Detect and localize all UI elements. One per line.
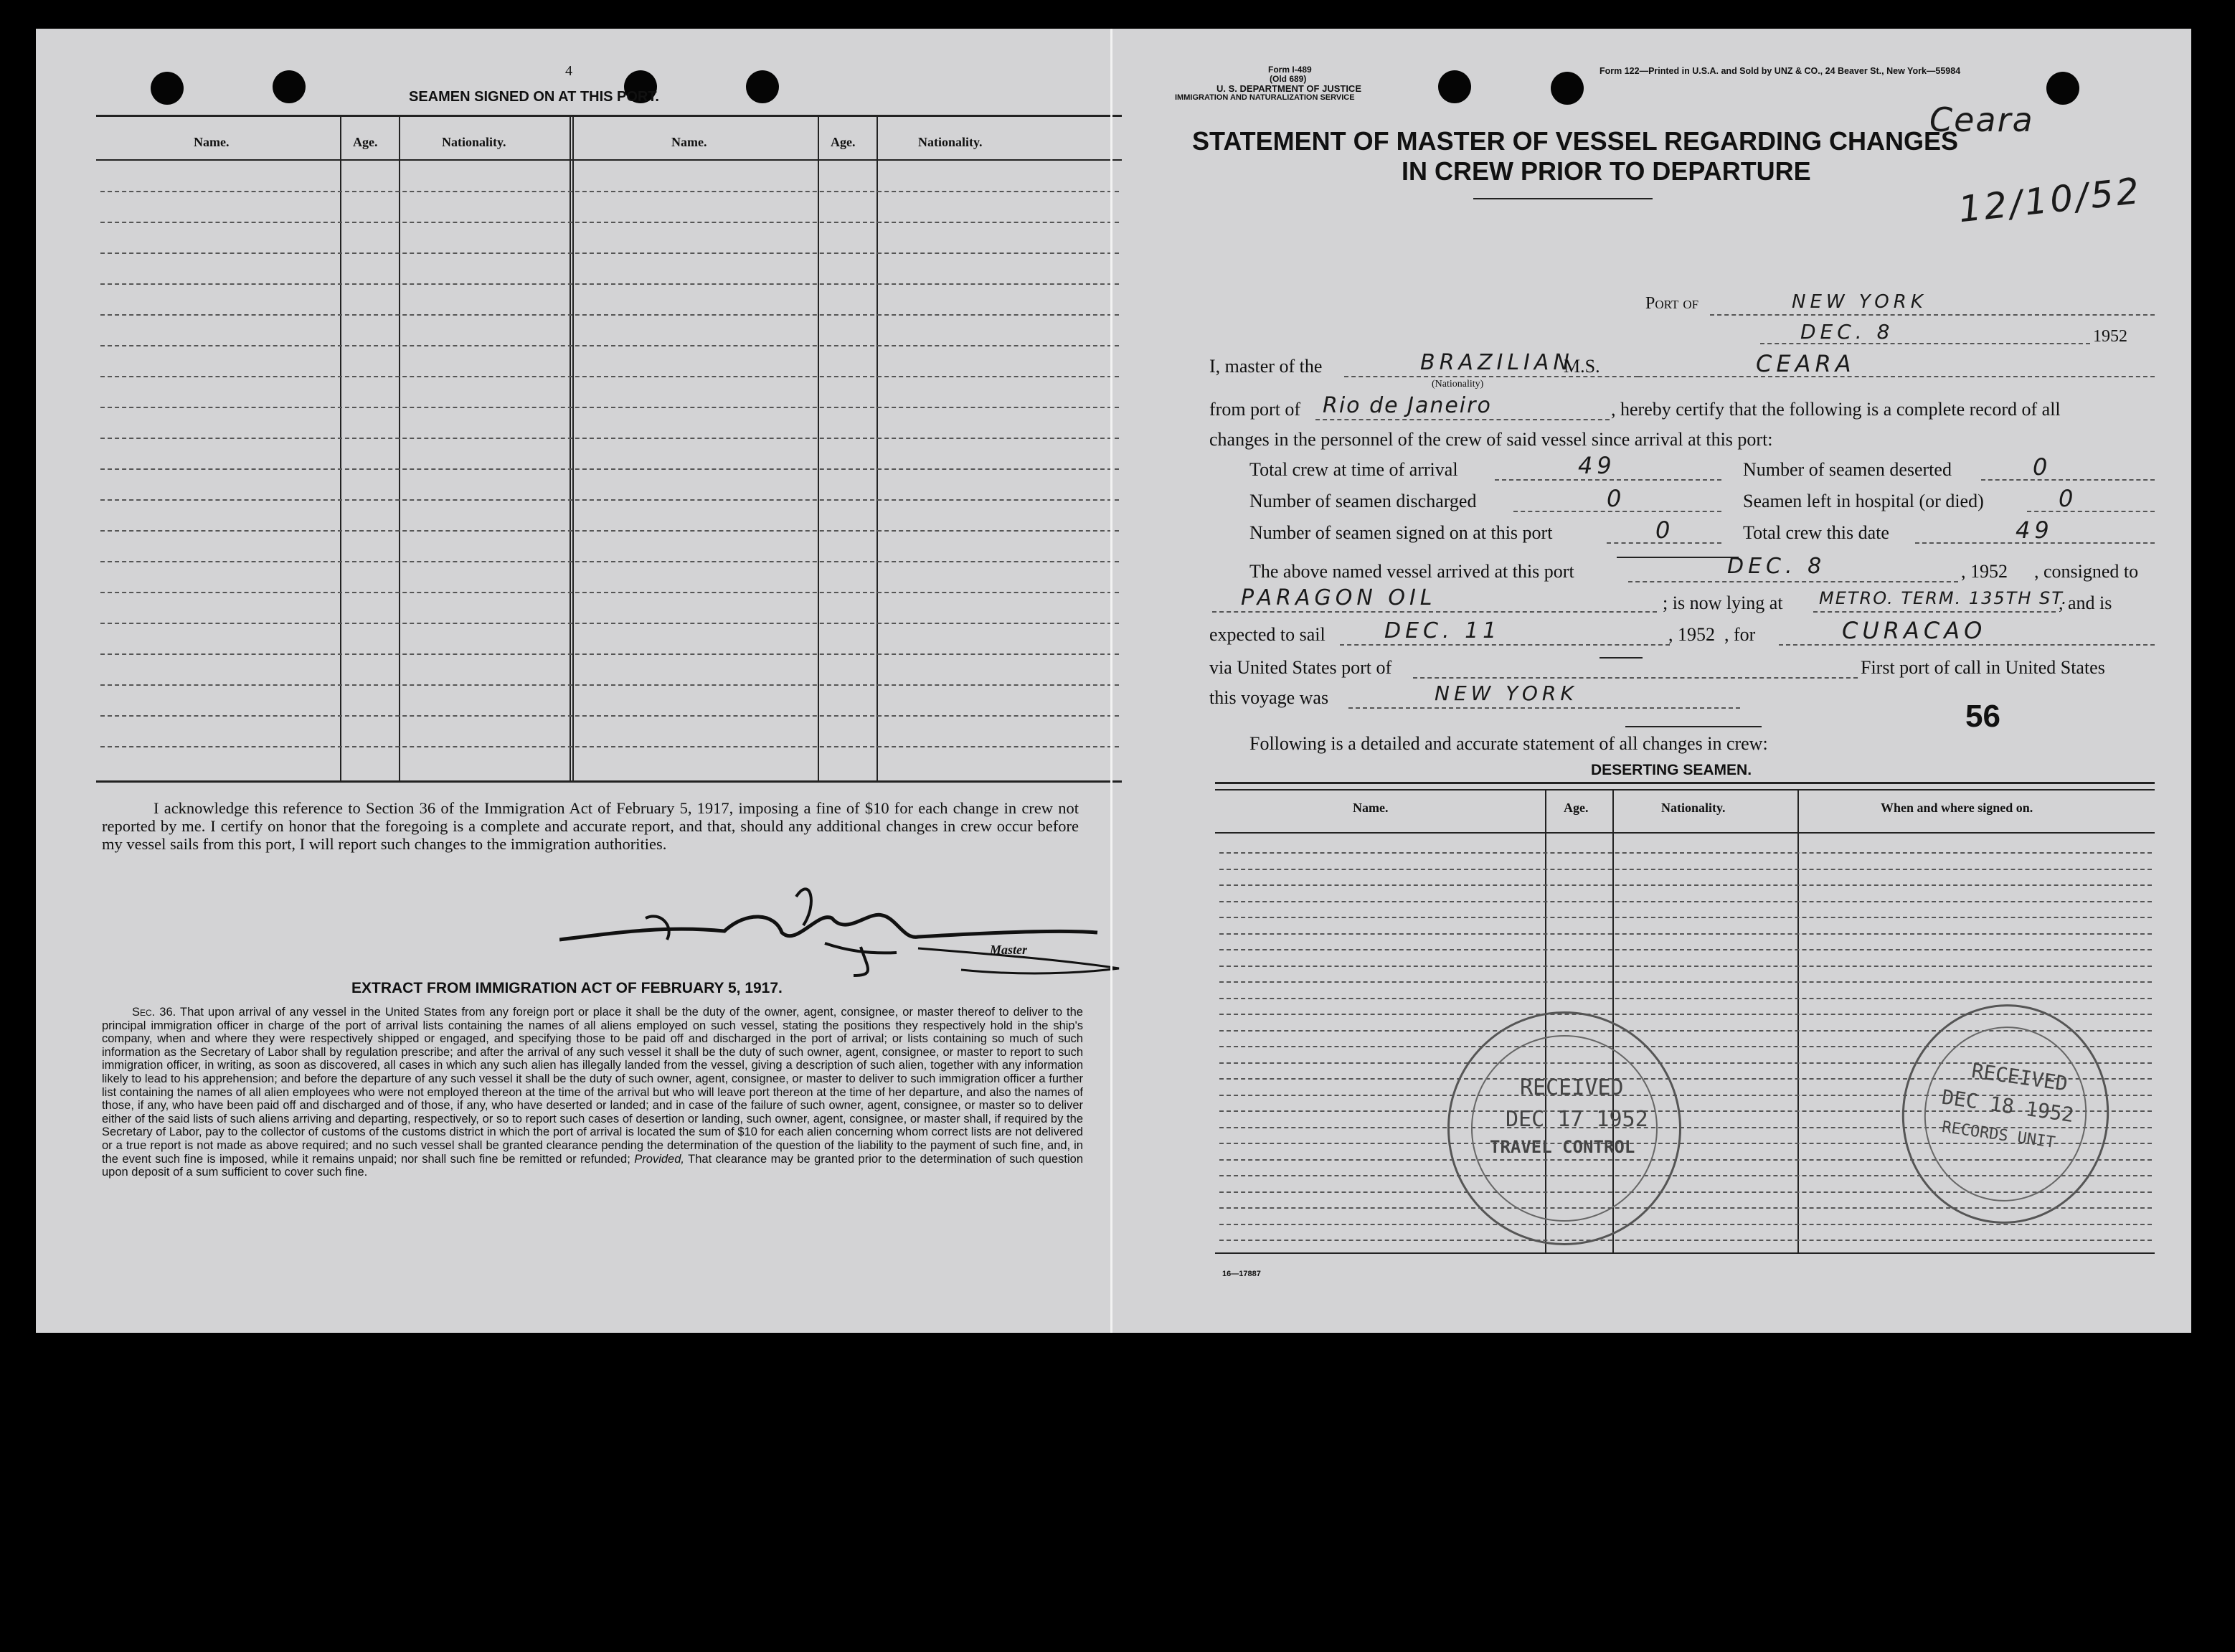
handwritten-ship-name: Ceara — [1929, 100, 2034, 139]
destination: CURACAO — [1842, 617, 1987, 644]
lying-value: METRO. TERM. 135TH ST. — [1819, 588, 2069, 608]
date-value: DEC. 8 — [1800, 320, 1894, 344]
handwritten-date: 12/10/52 — [1956, 169, 2144, 231]
table-row — [1219, 981, 2152, 983]
consigned-label: , consigned to — [2034, 561, 2139, 582]
table-row — [1219, 1224, 2152, 1225]
column-header: Nationality. — [442, 135, 506, 149]
master-label: Master — [990, 943, 1028, 957]
signed-on-label: Number of seamen signed on at this port — [1249, 522, 1553, 543]
table-row — [100, 561, 1119, 562]
stamp-received-label: RECEIVED — [1520, 1075, 1624, 1100]
column-header: Age. — [1564, 801, 1589, 815]
page-number: 4 — [565, 63, 572, 79]
extract-proviso: Provided, — [634, 1152, 684, 1166]
total-crew-date-label: Total crew this date — [1743, 522, 1889, 543]
nationality-caption: (Nationality) — [1432, 379, 1484, 390]
table-row — [100, 407, 1119, 408]
column-header: Age. — [353, 135, 378, 149]
department: U. S. DEPARTMENT OF JUSTICE — [1216, 83, 1361, 94]
hospital-count: 0 — [2059, 485, 2078, 512]
voyage-label: this voyage was — [1209, 687, 1329, 708]
consignee: PARAGON OIL — [1241, 585, 1437, 610]
table-row — [1219, 884, 2152, 886]
column-header: Nationality. — [1661, 801, 1726, 815]
page-stamp-number: 56 — [1965, 699, 2000, 734]
table-row — [100, 468, 1119, 470]
table-row — [100, 623, 1119, 624]
received-stamp-records-unit — [1888, 991, 2123, 1237]
table-row — [100, 499, 1119, 501]
table-row — [1219, 933, 2152, 935]
punch-hole — [2046, 72, 2079, 105]
form-title-line2: IN CREW PRIOR TO DEPARTURE — [1402, 156, 1811, 186]
table-row — [1219, 901, 2152, 902]
column-header: When and where signed on. — [1881, 801, 2033, 815]
extract-title: EXTRACT FROM IMMIGRATION ACT OF FEBRUARY 5, 1917. — [351, 980, 783, 996]
total-crew-arrival-label: Total crew at time of arrival — [1249, 459, 1458, 480]
master-signature — [559, 868, 1126, 983]
arrived-label: The above named vessel arrived at this port — [1249, 561, 1574, 582]
discharged-label: Number of seamen discharged — [1249, 491, 1477, 511]
punch-hole — [1438, 70, 1471, 103]
master-of-label: I, master of the — [1209, 356, 1323, 377]
form-number: Form I-489 — [1268, 65, 1312, 75]
arrived-date: DEC. 8 — [1727, 554, 1826, 579]
stamp-unit: RECORDS UNIT — [1940, 1118, 2056, 1152]
footer-code: 16—17887 — [1222, 1270, 1261, 1278]
hospital-label: Seamen left in hospital (or died) — [1743, 491, 1984, 511]
certify-text: , hereby certify that the following is a complete record of all — [1611, 399, 2061, 420]
column-header: Name. — [671, 135, 707, 149]
expected-label: expected to sail — [1209, 624, 1326, 645]
table-row — [100, 191, 1119, 192]
via-label: via United States port of — [1209, 657, 1392, 678]
extract-text — [102, 1006, 1083, 1179]
punch-hole — [746, 70, 779, 103]
expected-year: , 1952 — [1668, 624, 1715, 645]
table-row — [100, 376, 1119, 377]
table-row — [100, 314, 1119, 316]
table-row — [100, 592, 1119, 593]
year: 1952 — [2093, 327, 2127, 346]
table-row — [100, 653, 1119, 655]
total-crew-arrival: 49 — [1578, 452, 1616, 479]
voyage-value: NEW YORK — [1435, 681, 1578, 705]
stamp-unit: TRAVEL CONTROL — [1490, 1137, 1635, 1157]
table-row — [100, 684, 1119, 686]
column-header: Name. — [194, 135, 230, 149]
for-label: , for — [1724, 624, 1756, 645]
stamp-date: DEC 18 1952 — [1940, 1085, 2076, 1128]
port-label: Port of — [1645, 294, 1699, 313]
column-header: Name. — [1353, 801, 1389, 815]
stamp-date: DEC 17 1952 — [1506, 1107, 1648, 1132]
section-title: SEAMEN SIGNED ON AT THIS PORT. — [409, 89, 659, 105]
form-old-number: (Old 689) — [1270, 74, 1307, 84]
table-row — [1219, 917, 2152, 918]
punch-hole — [1551, 72, 1584, 105]
stamp-received-label: RECEIVED — [1970, 1059, 2069, 1096]
extract-body: That upon arrival of any vessel in the United States from any foreign port or place it shall be the duty of the owner, agent, consignee, or master thereof to deliver to the principal immigration officer in charge of the port of arrival lists containing the names of all aliens employed on such vessel, stating the positions they respectively hold in the ship's company, when and where they were respectively shipped or engaged, and specifying those to be paid off and discharged in the port of arrival; or lists containing so much of such information as the Secretary of Labor shall by regulation prescribe; and after the arrival of any such vessel it shall be the duty of such owner, agent, consignee, or master to report to such immigration officer, in writing, as soon as discovered, all cases in which any such alien has illegally landed from the vessel, giving a description of such alien, together with any information likely to lead to his apprehension; and before the departure of any such vessel it shall be the duty of such owner, agent, consignee, or master to deliver to such immigration officer a further list containing the names of all alien employees who were not employed thereon at the time of the arrival but who will leave port thereon at the time of her departure, and also the names of those, if any, who have been paid off and discharged and of those, if any, who have deserted or landed; and in case of the failure of such owner, agent, consignee, or master so to deliver either of the said lists of such aliens arriving and departing, respectively, or so to report such cases of desertion or landing, such owner, agent, consignee, or master shall, if required by the Secretary of Labor, pay to the collector of customs of the customs district in which the port of arrival is located the sum of $10 for each alien concerning whom correct lists are not delivered or a true report is not made as above required; and no such vessel shall be granted clearance pending the determination of the question of the liability to the payment of such fine, and, in the event such fine is imposed, while it remains unpaid; nor shall such fine be remitted or refunded; — [102, 1006, 1083, 1166]
nationality-value: BRAZILIAN — [1420, 350, 1574, 375]
extract-end: That clearance may be granted prior to the determination of such question upon deposit of a sum sufficient to cover such fine. — [102, 1152, 1083, 1179]
first-port-label: First port of call in United States — [1861, 657, 2105, 678]
scanned-document — [36, 29, 2191, 1333]
arrived-year: , 1952 — [1961, 561, 2008, 582]
table-row — [1219, 949, 2152, 950]
table-row — [1219, 852, 2152, 854]
signed-on-count: 0 — [1655, 516, 1675, 544]
received-stamp-travel-control — [1447, 1011, 1681, 1245]
lying-label: ; is now lying at — [1663, 593, 1783, 613]
column-header: Nationality. — [918, 135, 983, 149]
from-port-value: Rio de Janeiro — [1323, 393, 1492, 418]
port-value: NEW YORK — [1792, 291, 1927, 313]
expected-date: DEC. 11 — [1384, 618, 1501, 643]
table-row — [100, 283, 1119, 285]
page-fold — [1110, 29, 1112, 1333]
table-row — [100, 746, 1119, 747]
table-row — [100, 530, 1119, 532]
following-text: Following is a detailed and accurate statement of all changes in crew: — [1249, 733, 1768, 754]
extract-lead: Sec. 36. — [132, 1006, 176, 1019]
deserting-title: DESERTING SEAMEN. — [1591, 762, 1752, 778]
table-row — [1219, 1240, 2152, 1241]
table-row — [100, 345, 1119, 346]
certify-text-2: changes in the personnel of the crew of said vessel since arrival at this port: — [1209, 429, 1773, 450]
form-title-line1: STATEMENT OF MASTER OF VESSEL REGARDING CHANGES — [1192, 126, 1959, 156]
table-row — [1219, 869, 2152, 870]
table-row — [100, 715, 1119, 717]
total-crew-date: 49 — [2016, 516, 2054, 544]
printer-line: Form 122—Printed in U.S.A. and Sold by UNZ & CO., 24 Beaver St., New York—55984 — [1600, 66, 1961, 76]
and-is: , and is — [2059, 593, 2112, 613]
vessel-name: CEARA — [1756, 350, 1856, 377]
table-row — [100, 438, 1119, 439]
punch-hole — [273, 70, 306, 103]
from-port-label: from port of — [1209, 399, 1301, 420]
punch-hole — [151, 72, 184, 105]
table-row — [1219, 998, 2152, 999]
vessel-type: M.S. — [1564, 356, 1600, 377]
service: IMMIGRATION AND NATURALIZATION SERVICE — [1175, 93, 1355, 102]
table-row — [100, 252, 1119, 254]
acknowledgement-text: I acknowledge this reference to Section 36 of the Immigration Act of February 5, 1917, imposing a fine of $10 for each change in crew not reported by me. I certify on honor that the foregoing is a complete and accurate report, and that, should any additional changes in crew occur before my vessel sails from this port, I will report such changes to the immigration authorities. — [102, 799, 1079, 853]
deserted-count: 0 — [2033, 453, 2052, 481]
table-row — [100, 222, 1119, 223]
deserted-label: Number of seamen deserted — [1743, 459, 1952, 480]
table-row — [1219, 966, 2152, 967]
column-header: Age. — [831, 135, 856, 149]
discharged-count: 0 — [1607, 485, 1626, 512]
